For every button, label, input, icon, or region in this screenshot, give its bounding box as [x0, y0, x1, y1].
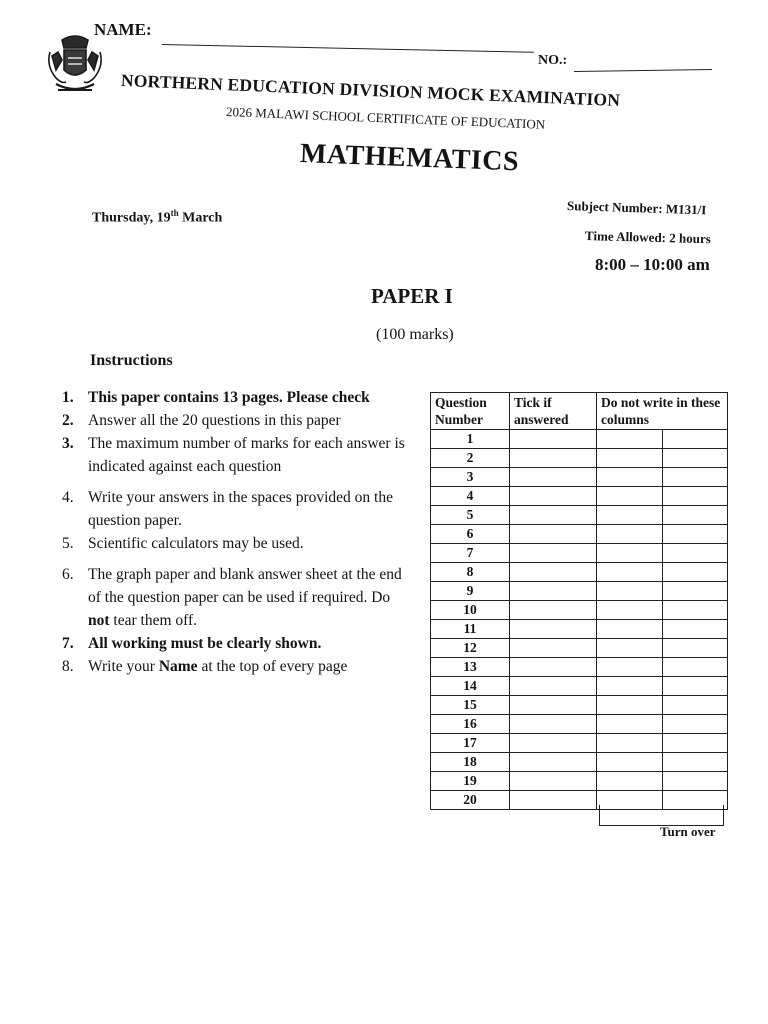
question-number-cell: 5 — [431, 506, 510, 525]
tick-answered-cell[interactable] — [510, 620, 597, 639]
question-number-cell: 6 — [431, 525, 510, 544]
table-row — [431, 544, 728, 563]
exam-title: NORTHERN EDUCATION DIVISION MOCK EXAMINATION — [120, 70, 621, 111]
instructions-list — [60, 386, 405, 678]
examiner-cell — [597, 563, 663, 582]
examiner-cell — [597, 506, 663, 525]
examiner-cell — [662, 563, 728, 582]
paper-marks: (100 marks) — [376, 326, 454, 343]
examiner-cell — [597, 772, 663, 791]
instruction-item: 5. Scientific calculators may be used. — [62, 535, 304, 552]
examiner-cell — [597, 449, 663, 468]
question-number-cell: 11 — [431, 620, 510, 639]
table-row — [431, 601, 728, 620]
exam-date: Thursday, 19th March — [92, 208, 223, 226]
table-row — [431, 506, 728, 525]
table-row — [431, 487, 728, 506]
candidate-number-label: NO.: — [538, 53, 568, 68]
table-row — [431, 658, 728, 677]
tick-answered-cell[interactable] — [510, 677, 597, 696]
tick-answered-cell[interactable] — [510, 772, 597, 791]
question-number-cell: 1 — [431, 430, 510, 449]
examiner-cell — [597, 734, 663, 753]
question-tick-table — [430, 392, 728, 810]
instruction-item: 3. The maximum number of marks for each answer is indicated against each question — [62, 435, 405, 475]
question-number-cell: 17 — [431, 734, 510, 753]
question-number-cell: 9 — [431, 582, 510, 601]
examiner-cell — [662, 582, 728, 601]
table-row — [431, 525, 728, 544]
question-number-cell: 19 — [431, 772, 510, 791]
subject-title: MATHEMATICS — [299, 138, 520, 178]
table-row — [431, 449, 728, 468]
examiner-cell — [662, 620, 728, 639]
question-rows — [431, 430, 728, 810]
tick-answered-cell[interactable] — [510, 753, 597, 772]
examiner-cell — [662, 753, 728, 772]
tick-answered-cell[interactable] — [510, 468, 597, 487]
question-number-cell: 15 — [431, 696, 510, 715]
tick-answered-cell[interactable] — [510, 430, 597, 449]
instructions-heading: Instructions — [90, 352, 173, 369]
examiner-cell — [662, 601, 728, 620]
question-number-cell: 20 — [431, 791, 510, 810]
instruction-item: 1. This paper contains 13 pages. Please check — [62, 389, 370, 406]
question-number-cell: 10 — [431, 601, 510, 620]
instruction-item: 4. Write your answers in the spaces provided on the question paper. — [62, 489, 393, 529]
examiner-cell — [597, 715, 663, 734]
name-blank-line[interactable] — [162, 44, 534, 53]
table-row — [431, 468, 728, 487]
malawi-coat-of-arms-emblem — [42, 32, 108, 98]
question-number-cell: 3 — [431, 468, 510, 487]
examiner-cell — [597, 544, 663, 563]
instruction-item: 7. All working must be clearly shown. — [62, 635, 322, 652]
table-row — [431, 677, 728, 696]
instruction-item: 8. Write your Name at the top of every page — [62, 658, 348, 675]
table-row — [431, 582, 728, 601]
table-row — [431, 620, 728, 639]
question-number-cell: 18 — [431, 753, 510, 772]
examiner-cell — [662, 449, 728, 468]
tick-answered-cell[interactable] — [510, 734, 597, 753]
examiner-cell — [597, 696, 663, 715]
table-row — [431, 696, 728, 715]
examiner-cell — [662, 525, 728, 544]
tick-answered-cell[interactable] — [510, 544, 597, 563]
examiner-cell — [597, 601, 663, 620]
tick-answered-cell[interactable] — [510, 658, 597, 677]
examiner-cell — [662, 715, 728, 734]
column-header-tick: Tick if answered — [510, 393, 597, 430]
tick-answered-cell[interactable] — [510, 449, 597, 468]
table-row — [431, 715, 728, 734]
tick-answered-cell[interactable] — [510, 696, 597, 715]
do-not-write-total-box — [599, 805, 724, 826]
tick-answered-cell[interactable] — [510, 506, 597, 525]
examiner-cell — [662, 734, 728, 753]
name-label: NAME: — [94, 20, 152, 39]
candidate-number-blank-line[interactable] — [574, 69, 712, 72]
table-row — [431, 430, 728, 449]
examiner-cell — [597, 639, 663, 658]
examiner-cell — [662, 506, 728, 525]
examiner-cell — [597, 468, 663, 487]
tick-answered-cell[interactable] — [510, 639, 597, 658]
examiner-cell — [662, 772, 728, 791]
turn-over-note: Turn over — [660, 824, 716, 839]
tick-answered-cell[interactable] — [510, 487, 597, 506]
examiner-cell — [662, 658, 728, 677]
examiner-cell — [597, 753, 663, 772]
question-number-cell: 7 — [431, 544, 510, 563]
subject-number: Subject Number: M131/I — [566, 198, 707, 218]
question-number-cell: 2 — [431, 449, 510, 468]
time-allowed: Time Allowed: 2 hours — [584, 228, 711, 247]
tick-answered-cell[interactable] — [510, 525, 597, 544]
examiner-cell — [597, 658, 663, 677]
examiner-cell — [597, 487, 663, 506]
examiner-cell — [662, 677, 728, 696]
paper-title: PAPER I — [371, 284, 453, 308]
instruction-item: 6. The graph paper and blank answer sheet at the end of the question paper can be used if required. Do not tear them off. — [62, 566, 402, 629]
tick-answered-cell[interactable] — [510, 563, 597, 582]
examiner-cell — [597, 525, 663, 544]
table-row — [431, 753, 728, 772]
examiner-cell — [597, 620, 663, 639]
tick-answered-cell[interactable] — [510, 582, 597, 601]
examiner-cell — [662, 430, 728, 449]
examiner-cell — [662, 544, 728, 563]
exam-subtitle: 2026 MALAWI SCHOOL CERTIFICATE OF EDUCATION — [225, 104, 546, 132]
examiner-cell — [662, 639, 728, 658]
question-number-cell: 14 — [431, 677, 510, 696]
question-number-cell: 4 — [431, 487, 510, 506]
question-number-cell: 13 — [431, 658, 510, 677]
question-number-cell: 12 — [431, 639, 510, 658]
tick-answered-cell[interactable] — [510, 715, 597, 734]
tick-answered-cell[interactable] — [510, 601, 597, 620]
examiner-cell — [662, 468, 728, 487]
table-row — [431, 639, 728, 658]
question-number-cell: 16 — [431, 715, 510, 734]
table-row — [431, 734, 728, 753]
exam-time-range: 8:00 – 10:00 am — [595, 255, 710, 274]
examiner-cell — [597, 430, 663, 449]
examiner-cell — [662, 696, 728, 715]
table-row — [431, 563, 728, 582]
tick-answered-cell[interactable] — [510, 791, 597, 810]
question-number-cell: 8 — [431, 563, 510, 582]
instruction-item: 2. Answer all the 20 questions in this paper — [62, 412, 341, 429]
examiner-cell — [662, 487, 728, 506]
examiner-cell — [597, 582, 663, 601]
column-header-question-number: Question Number — [431, 393, 510, 430]
table-row — [431, 772, 728, 791]
column-header-do-not-write: Do not write in these columns — [597, 393, 728, 430]
examiner-cell — [597, 677, 663, 696]
